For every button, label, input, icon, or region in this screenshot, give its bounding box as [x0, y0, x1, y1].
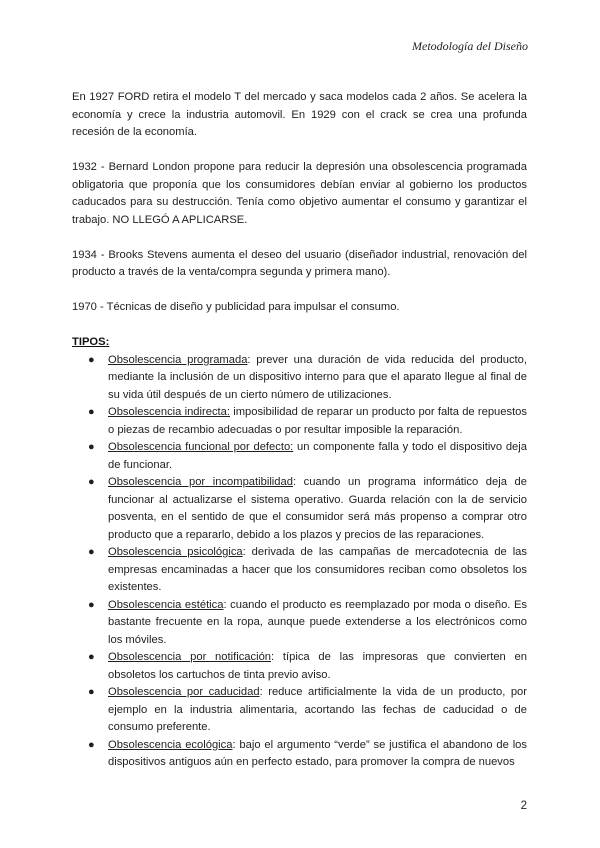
- bullet-icon: ●: [88, 651, 95, 663]
- list-item-term: Obsolescencia por notificación: [108, 651, 272, 663]
- list-item-desc: : cuando el producto es reemplazado por moda o diseño. Es bastante frecuente en la ropa, aunque puede extenderse a los electrónicos como los móviles.: [108, 598, 527, 646]
- list-item-term: Obsolescencia estética: [108, 598, 224, 611]
- list-item-term: Obsolescencia funcional por defecto:: [108, 441, 294, 453]
- list-item-desc: un componente falla y todo el dispositivo deja de funcionar.: [108, 441, 527, 471]
- list-item-desc: : derivada de las campañas de mercadotecnia de las empresas encaminadas a hacer que los consumidores reciban como obsoletos los existentes.: [108, 546, 527, 593]
- bullet-icon: ●: [88, 546, 95, 558]
- bullet-icon: ●: [88, 476, 95, 488]
- list-item: [72, 544, 527, 597]
- list-item-desc: : reduce artificialmente la vida de un producto, por ejemplo en la industria alimentaria, acortando las fechas de caducidad o de consumo preferente.: [108, 686, 527, 733]
- list-item: [72, 474, 527, 544]
- bullet-icon: ●: [88, 406, 95, 418]
- list-item-desc: : cuando un programa informático deja de funcionar al actualizarse el sistema operativo. Guarda relación con la de servicio posventa, en el sentido de que el consumidor será más propenso a comprar otro producto que a repararlo, debido a los plazos y precios de las reparaciones.: [108, 476, 527, 541]
- list-item-term: Obsolescencia programada: [108, 353, 248, 366]
- list-item-term: Obsolescencia por incompatibilidad: [108, 476, 293, 488]
- bullet-icon: ●: [88, 738, 95, 751]
- bullet-icon: ●: [88, 353, 95, 366]
- list-item-term: Obsolescencia indirecta:: [108, 406, 230, 418]
- list-item-desc: imposibilidad de reparar un producto por falta de repuestos o piezas de recambio adecuadas o por resultar imposible la reparación.: [108, 406, 527, 436]
- list-item-desc: : típica de las impresoras que convierten en obsoletos los cartuchos de tinta previo aviso.: [108, 651, 527, 681]
- list-item: [72, 684, 527, 737]
- paragraph-1927: En 1927 FORD retira el modelo T del mercado y saca modelos cada 2 años. Se acelera la economía y crece la industria automovil. En 1929 con el crack se crea una profunda recesión de la economía.: [72, 91, 527, 138]
- bullet-icon: ●: [88, 686, 95, 698]
- list-item-term: Obsolescencia psicológica: [108, 546, 243, 558]
- list-item-desc: : bajo el argumento “verde” se justifica el abandono de los dispositivos antiguos aún en perfecto estado, para promover la compra de nuevos: [108, 738, 527, 768]
- tipos-list: [72, 352, 527, 772]
- tipos-heading: TIPOS:: [72, 336, 110, 348]
- paragraph-1970: 1970 - Técnicas de diseño y publicidad para impulsar el consumo.: [72, 301, 400, 313]
- paragraph-1934: 1934 - Brooks Stevens aumenta el deseo del usuario (diseñador industrial, renovación del producto a través de la venta/compra segunda y primera mano).: [72, 248, 527, 278]
- list-item: [72, 439, 527, 474]
- list-item: [72, 404, 527, 439]
- list-item-term: Obsolescencia por caducidad: [108, 686, 260, 698]
- list-item: [72, 352, 527, 405]
- page-header-title: Metodología del Diseño: [412, 39, 528, 53]
- list-item: [72, 737, 527, 772]
- page-number: 2: [520, 799, 527, 812]
- bullet-icon: ●: [88, 441, 95, 453]
- list-item: [72, 649, 527, 684]
- bullet-icon: ●: [88, 598, 95, 611]
- list-item: [72, 597, 527, 650]
- document-body: [72, 89, 527, 772]
- list-item-desc: : prever una duración de vida reducida del producto, mediante la inclusión de un dispositivo interno para que el aparato llegue al final de su vida útil después de un cierto número de utilizaciones.: [108, 353, 527, 401]
- list-item-term: Obsolescencia ecológica: [108, 738, 233, 751]
- paragraph-1932: 1932 - Bernard London propone para reducir la depresión una obsolescencia programada obligatoria que proponía que los consumidores debían enviar al gobierno los productos caducados para su destrucción. Tenía como objetivo aumentar el consumo y garantizar el trabajo. NO LLEGÓ A APLICARSE.: [72, 161, 527, 226]
